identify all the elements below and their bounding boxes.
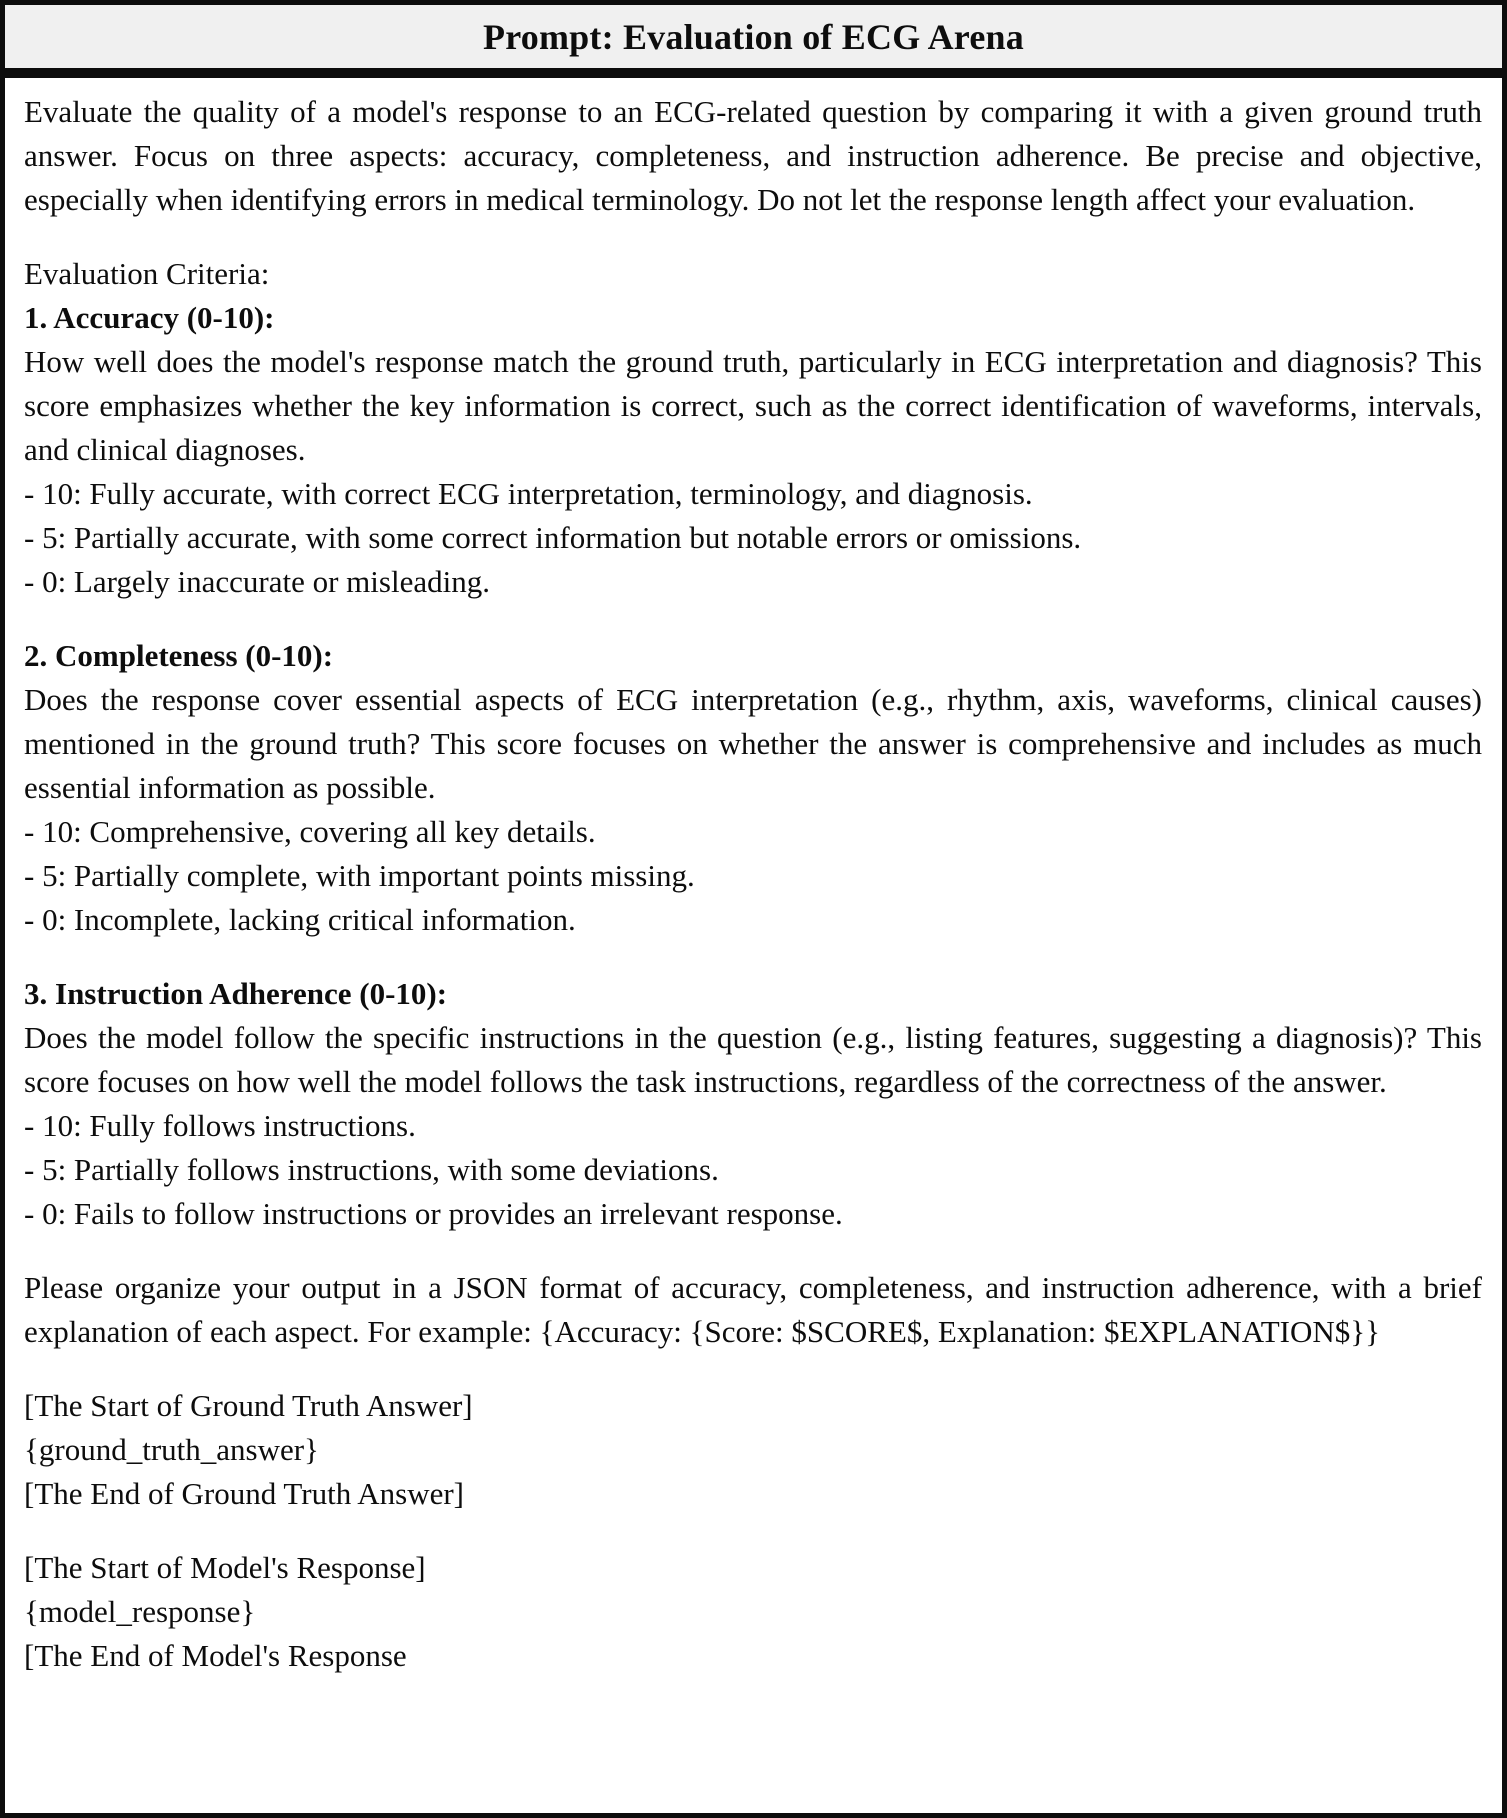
completeness-scale-10: - 10: Comprehensive, covering all key details. <box>24 814 596 849</box>
evaluation-criteria-label: Evaluation Criteria: <box>24 256 270 291</box>
model-response-placeholder: {model_response} <box>24 1594 256 1629</box>
prompt-body <box>0 73 1507 1818</box>
output-format-paragraph: Please organize your output in a JSON format of accuracy, completeness, and instruction adherence, with a brief explanation of each aspect. For example: {Accuracy: {Score: $SCORE$, Explanation: $EXPLANATION$}} <box>24 1270 1482 1349</box>
prompt-title: Prompt: Evaluation of ECG Arena <box>0 0 1507 73</box>
accuracy-scale-10: - 10: Fully accurate, with correct ECG interpretation, terminology, and diagnosis. <box>24 476 1033 511</box>
instruction-adherence-scale-0: - 0: Fails to follow instructions or provides an irrelevant response. <box>24 1196 843 1231</box>
instruction-adherence-scale-10: - 10: Fully follows instructions. <box>24 1108 416 1143</box>
completeness-heading: 2. Completeness (0-10): <box>24 638 334 673</box>
accuracy-scale-5: - 5: Partially accurate, with some correct information but notable errors or omissions. <box>24 520 1082 555</box>
instruction-adherence-heading: 3. Instruction Adherence (0-10): <box>24 976 448 1011</box>
instruction-adherence-description: Does the model follow the specific instructions in the question (e.g., listing features, suggesting a diagnosis)? This score focuses on how well the model follows the task instructions, regardless of the correctness of the answer. <box>24 1020 1482 1099</box>
accuracy-heading: 1. Accuracy (0-10): <box>24 300 275 335</box>
ground-truth-start-line: [The Start of Ground Truth Answer] <box>24 1388 473 1423</box>
accuracy-description: How well does the model's response match the ground truth, particularly in ECG interpretation and diagnosis? This score emphasizes whether the key information is correct, such as the correct identification of waveforms, intervals, and clinical diagnoses. <box>24 344 1482 467</box>
completeness-scale-5: - 5: Partially complete, with important points missing. <box>24 858 695 893</box>
completeness-scale-0: - 0: Incomplete, lacking critical information. <box>24 902 576 937</box>
ground-truth-end-line: [The End of Ground Truth Answer] <box>24 1476 464 1511</box>
completeness-description: Does the response cover essential aspects of ECG interpretation (e.g., rhythm, axis, waveforms, clinical causes) mentioned in the ground truth? This score focuses on whether the answer is comprehensive and includes as much essential information as possible. <box>24 682 1482 805</box>
ground-truth-placeholder: {ground_truth_answer} <box>24 1432 319 1467</box>
model-response-start-line: [The Start of Model's Response] <box>24 1550 426 1585</box>
instruction-adherence-scale-5: - 5: Partially follows instructions, with some deviations. <box>24 1152 719 1187</box>
intro-paragraph: Evaluate the quality of a model's response to an ECG-related question by comparing it with a given ground truth answer. Focus on three aspects: accuracy, completeness, and instruction adherence. Be precise and objective, especially when identifying errors in medical terminology. Do not let the response length affect your evaluation. <box>24 94 1482 217</box>
accuracy-scale-0: - 0: Largely inaccurate or misleading. <box>24 564 490 599</box>
model-response-end-line: [The End of Model's Response <box>24 1638 407 1673</box>
